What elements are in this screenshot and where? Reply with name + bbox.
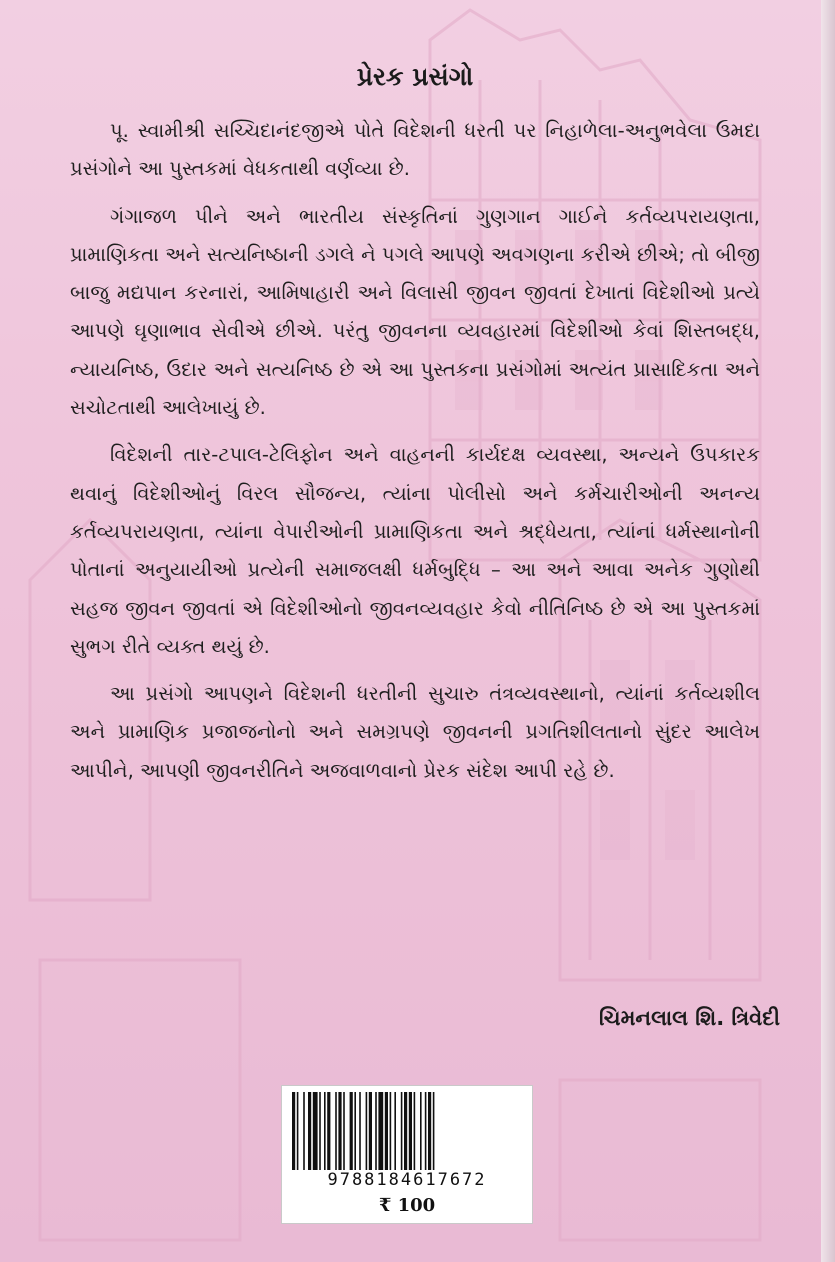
paragraph-contrast: ગંગાજળ પીને અને ભારતીય સંસ્કૃતિનાં ગુણગાન ગાઈને કર્તવ્યપરાયણતા, પ્રામાણિકતા અને સત્યનિષ્ઠાની ડગલે ને પગલે આપણે અવગણના કરીએ છીએ; તો બીજી બાજુ મદ્યપાન કરનારાં, આમિષાહારી અને વિલાસી જીવન જીવતાં દેખાતાં વિદેશીઓ પ્રત્યે આપણે ઘૃણાભાવ સેવીએ છીએ. પરંતુ જીવનના વ્યવહારમાં વિદેશીઓ કેવાં શિસ્તબદ્ધ, ન્યાયનિષ્ઠ, ઉદાર અને સત્યનિષ્ઠ છે એ આ પુસ્તકના પ્રસંગોમાં અત્યંત પ્રાસાદિકતા અને સચોટતાથી આલેખાયું છે. [70, 204, 760, 420]
paragraph-virtues: વિદેશની તાર-ટપાલ-ટેલિફોન અને વાહનની કાર્યદક્ષ વ્યવસ્થા, અન્યને ઉપકારક થવાનું વિદેશીઓનું વિરલ સૌજન્ય, ત્યાંના પોલીસો અને કર્મચારીઓની અનન્ય કર્તવ્યપરાયણતા, ત્યાંના વેપારીઓની પ્રામાણિકતા અને શ્રદ્ધેયતા, ત્યાંનાં ધર્મસ્થાનોની પોતાનાં અનુયાયીઓ પ્રત્યેની સમાજલક્ષી ધર્મબુદ્ધિ – આ અને આવા અનેક ગુણોથી સહજ જીવન જીવતાં એ વિદેશીઓનો જીવનવ્યવહાર કેવો નીતિનિષ્ઠ છે એ આ પુસ્તકમાં સુભગ રીતે વ્યક્ત થયું છે. [70, 443, 760, 658]
price-label: ₹ 100 [378, 1195, 436, 1216]
back-cover-text [70, 62, 760, 799]
paragraph-message: આ પ્રસંગો આપણને વિદેશની ધરતીની સુચારુ તંત્રવ્યવસ્થાનો, ત્યાંનાં કર્તવ્યશીલ અને પ્રામાણિક પ્રજાજનોનો અને સમગ્રપણે જીવનની પ્રગતિશીલતાનો સુંદર આલેખ આપીને, આપણી જીવનરીતિને અજવાળવાનો પ્રેરક સંદેશ આપી રહે છે. [70, 682, 760, 782]
isbn-barcode-box [281, 1085, 533, 1224]
book-spine-edge [821, 0, 835, 1262]
paragraph-intro: પૂ. સ્વામીશ્રી સચ્ચિદાનંદજીએ પોતે વિદેશની ધરતી પર નિહાળેલા-અનુભવેલા ઉમદા પ્રસંગોને આ પુસ્તકમાં વેધકતાથી વર્ણવ્યા છે. [70, 119, 760, 181]
book-title: પ્રેરક પ્રસંગો [356, 62, 474, 91]
barcode-icon [292, 1092, 522, 1170]
author-signature: ચિમનલાલ શિ. ત્રિવેદી [599, 1006, 780, 1030]
isbn-number: 9788184617672 [327, 1170, 487, 1190]
